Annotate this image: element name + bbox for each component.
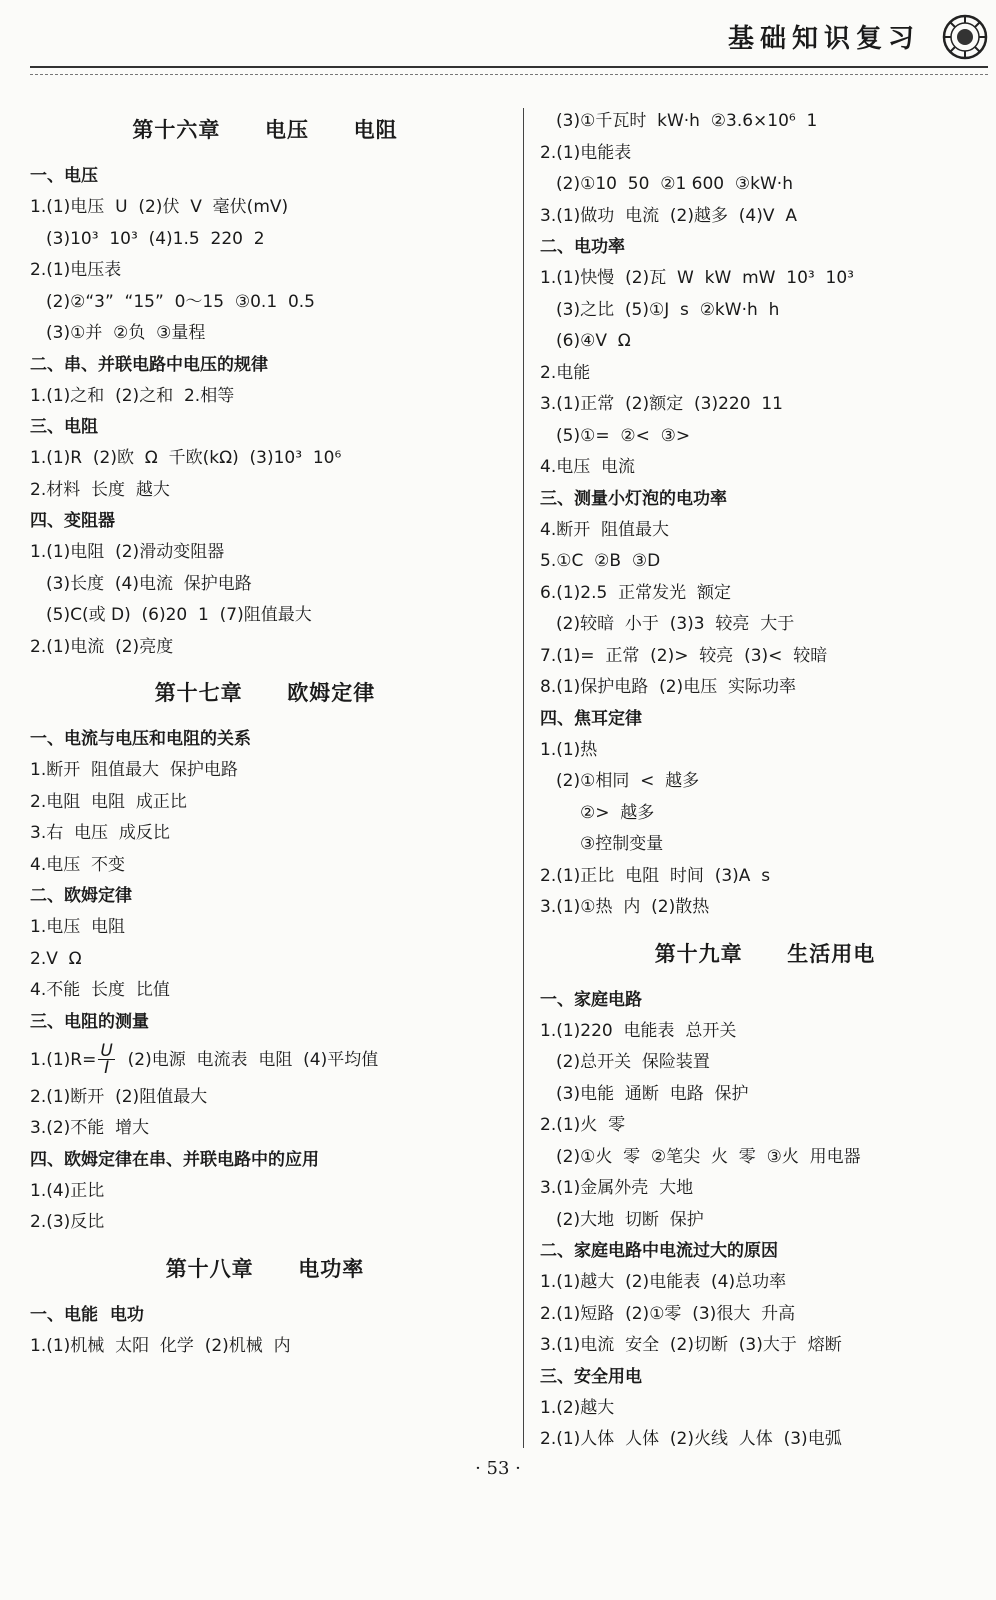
answer-line: 1.断开 阻值最大 保护电路 xyxy=(30,760,238,780)
answer-line: 2.材料 长度 越大 xyxy=(30,479,170,500)
answer-line: 3.(1)做功 电流 (2)越多 (4)V A xyxy=(540,205,797,226)
answer-line: 3.(1)金属外壳 大地 xyxy=(540,1178,694,1198)
answer-line: (6)④V Ω xyxy=(556,331,631,351)
chapter-16-title: 第十六章 电压 电阻 xyxy=(132,118,398,142)
answer-line: 8.(1)保护电路 (2)电压 实际功率 xyxy=(540,677,796,697)
answer-line: (3)之比 (5)①J s ②kW·h h xyxy=(556,299,780,320)
answer-line: 1.(4)正比 xyxy=(30,1180,105,1201)
answer-line: 2.V Ω xyxy=(30,948,82,969)
answer-line: (2)①相同 < 越多 xyxy=(556,771,700,791)
fraction xyxy=(98,1043,114,1076)
answer-line: (2)大地 切断 保护 xyxy=(556,1209,704,1230)
answer-line: 7.(1)= 正常 (2)> 较亮 (3)< 较暗 xyxy=(540,645,828,666)
page-header xyxy=(0,0,996,80)
answer-line: 2.(1)人体 人体 (2)火线 人体 (3)电弧 xyxy=(540,1429,842,1449)
answer-line: 2.(1)短路 (2)①零 (3)很大 升高 xyxy=(540,1303,796,1324)
section-title: 三、电阻 xyxy=(30,417,98,437)
answer-line: 3.(1)①热 内 (2)散热 xyxy=(540,897,710,917)
answer-line: 1.(1)电压 U (2)伏 V 毫伏(mV) xyxy=(30,197,289,217)
header-title: 基础知识复习 xyxy=(727,24,920,54)
answer-line: 2.(1)电流 (2)亮度 xyxy=(30,636,174,657)
answer-line: 4.电压 电流 xyxy=(540,457,636,477)
answer-line: 1.电压 电阻 xyxy=(30,917,126,937)
answer-line: (2)①火 零 ②笔尖 火 零 ③火 用电器 xyxy=(556,1146,861,1167)
formula-prefix: 1.(1)R= xyxy=(30,1049,97,1070)
right-column xyxy=(540,106,990,1456)
section-title: 二、串、并联电路中电压的规律 xyxy=(30,354,268,375)
left-column xyxy=(30,100,500,1362)
answer-line: (3)10³ 10³ (4)1.5 220 2 xyxy=(46,228,265,249)
answer-line: 2.(1)正比 电阻 时间 (3)A s xyxy=(540,865,771,886)
page-number: · 53 · xyxy=(475,1458,521,1479)
answer-line: (3)①千瓦时 kW·h ②3.6×10⁶ 1 xyxy=(556,111,818,131)
answer-line: 1.(1)220 电能表 总开关 xyxy=(540,1020,737,1041)
answer-line: (2)较暗 小于 (3)3 较亮 大于 xyxy=(556,614,795,634)
answer-line: 2.(1)断开 (2)阻值最大 xyxy=(30,1086,208,1107)
answer-line: 2.电能 xyxy=(540,362,591,383)
answer-line: 3.(2)不能 增大 xyxy=(30,1118,150,1138)
answer-line: ②> 越多 xyxy=(580,802,655,823)
answer-line: 1.(1)快慢 (2)瓦 W kW mW 10³ 10³ xyxy=(540,268,854,288)
header-rule xyxy=(30,66,988,75)
section-title: 一、电压 xyxy=(30,166,98,186)
answer-line: 4.断开 阻值最大 xyxy=(540,519,670,540)
chapter-19-title: 第十九章 生活用电 xyxy=(654,941,876,966)
section-title: 二、电功率 xyxy=(540,237,625,257)
answer-line: (3)长度 (4)电流 保护电路 xyxy=(46,573,252,594)
section-title: 二、欧姆定律 xyxy=(30,886,132,906)
answer-line: (2)①10 50 ②1 600 ③kW·h xyxy=(556,174,793,194)
answer-line: 1.(1)R (2)欧 Ω 千欧(kΩ) (3)10³ 10⁶ xyxy=(30,448,342,468)
answer-line: (5)①= ②< ③> xyxy=(556,425,691,446)
section-title: 四、欧姆定律在串、并联电路中的应用 xyxy=(30,1149,319,1170)
section-title: 三、安全用电 xyxy=(540,1366,642,1387)
section-title: 三、测量小灯泡的电功率 xyxy=(540,488,727,509)
section-title: 三、电阻的测量 xyxy=(30,1011,149,1032)
answer-line: 2.(3)反比 xyxy=(30,1212,105,1232)
answer-line: 3.右 电压 成反比 xyxy=(30,823,170,843)
answer-line: 4.不能 长度 比值 xyxy=(30,980,170,1000)
section-title: 一、家庭电路 xyxy=(540,989,642,1010)
answer-line: 5.①C ②B ③D xyxy=(540,551,661,571)
fraction-denominator: I xyxy=(104,1058,110,1078)
section-title: 一、电流与电压和电阻的关系 xyxy=(30,729,251,749)
answer-line: (2)总开关 保险装置 xyxy=(556,1052,710,1072)
answer-line: 6.(1)2.5 正常发光 额定 xyxy=(540,582,731,603)
section-title: 二、家庭电路中电流过大的原因 xyxy=(540,1241,778,1261)
chapter-18-title: 第十八章 电功率 xyxy=(165,1256,365,1281)
fraction-numerator: U xyxy=(100,1041,113,1061)
column-divider xyxy=(523,108,524,1448)
answer-line: 1.(1)机械 太阳 化学 (2)机械 内 xyxy=(30,1335,291,1356)
answer-line: 1.(1)越大 (2)电能表 (4)总功率 xyxy=(540,1272,787,1292)
answer-line: (3)①并 ②负 ③量程 xyxy=(46,323,206,343)
answer-line: 3.(1)电流 安全 (2)切断 (3)大于 熔断 xyxy=(540,1335,842,1355)
answer-line-formula xyxy=(30,1038,500,1082)
answer-line: 2.(1)火 零 xyxy=(540,1115,626,1135)
answer-line: 1.(1)热 xyxy=(540,739,598,760)
answer-line: 2.电阻 电阻 成正比 xyxy=(30,791,187,812)
answer-line: 2.(1)电能表 xyxy=(540,142,632,163)
answer-line: (3)电能 通断 电路 保护 xyxy=(556,1083,749,1104)
section-title: 一、电能 电功 xyxy=(30,1304,144,1325)
answer-line: 1.(1)电阻 (2)滑动变阻器 xyxy=(30,542,225,562)
answer-line: 1.(2)越大 xyxy=(540,1397,615,1418)
answer-line: (5)C(或 D) (6)20 1 (7)阻值最大 xyxy=(46,605,312,625)
answer-line: 1.(1)之和 (2)之和 2.相等 xyxy=(30,385,235,406)
answer-line: (2)②“3” “15” 0～15 ③0.1 0.5 xyxy=(46,291,315,312)
chapter-17-title: 第十七章 欧姆定律 xyxy=(154,681,376,705)
seal-logo-icon xyxy=(942,14,988,60)
formula-suffix: (2)电源 电流表 电阻 (4)平均值 xyxy=(116,1049,379,1070)
answer-line: ③控制变量 xyxy=(580,834,664,854)
section-title: 四、焦耳定律 xyxy=(540,708,642,729)
answer-line: 2.(1)电压表 xyxy=(30,260,122,280)
answer-line: 4.电压 不变 xyxy=(30,854,126,875)
section-title: 四、变阻器 xyxy=(30,511,115,531)
answer-line: 3.(1)正常 (2)额定 (3)220 11 xyxy=(540,394,783,414)
